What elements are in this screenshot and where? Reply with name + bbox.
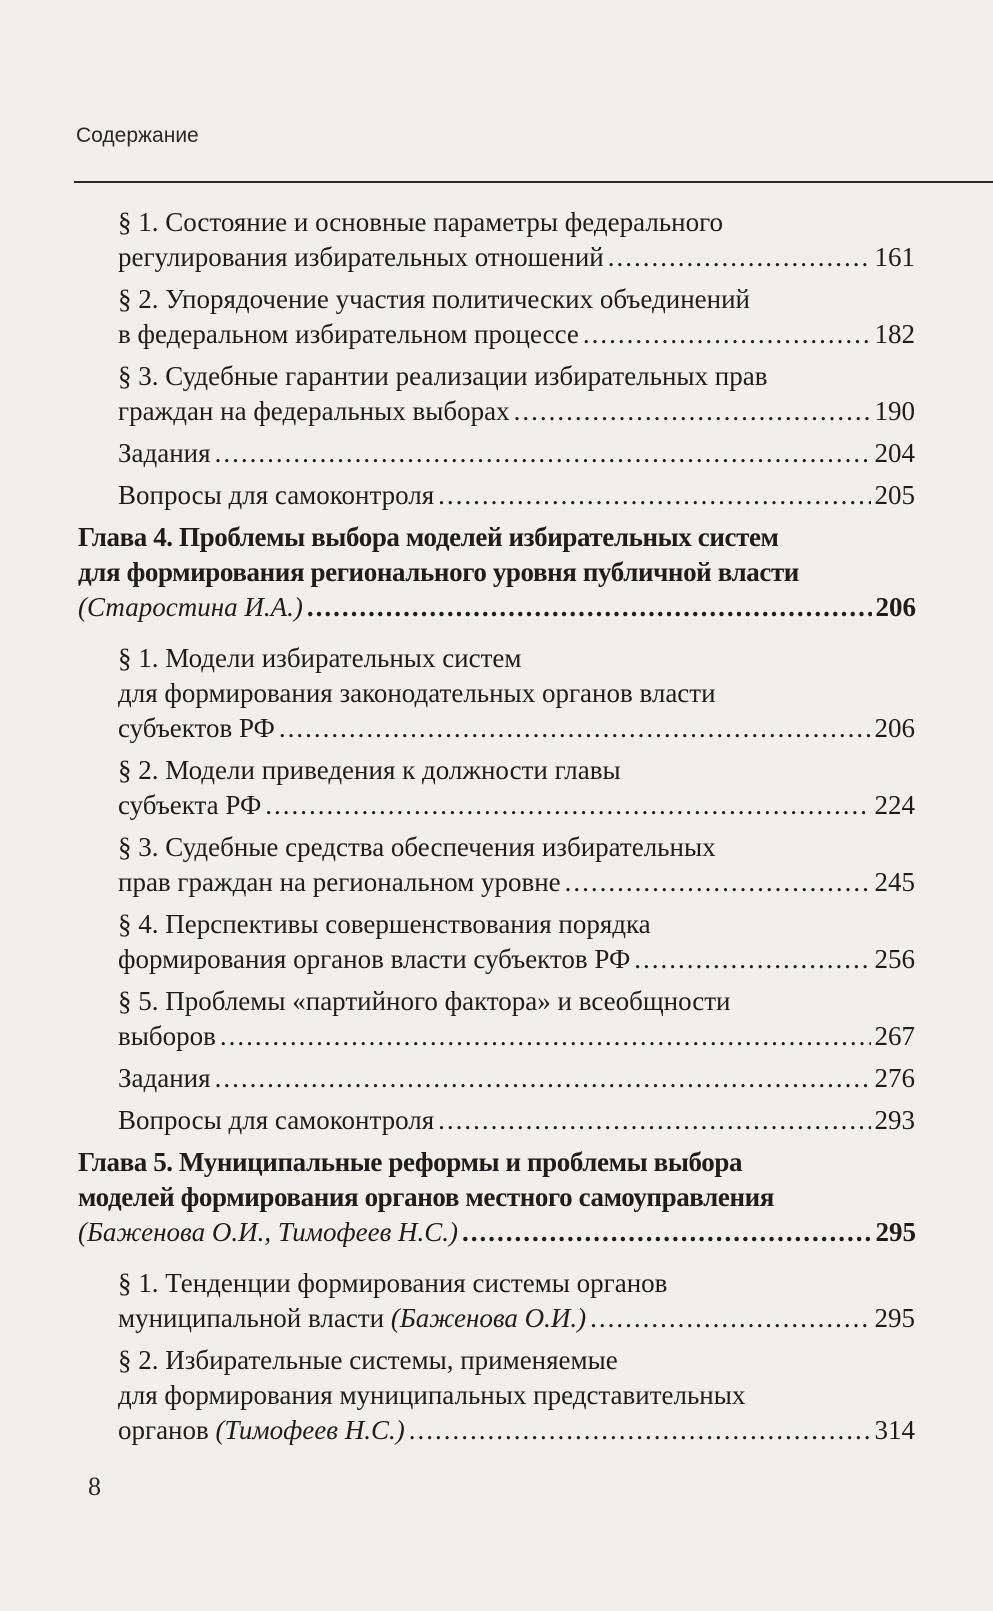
page-number: 8 <box>88 1472 101 1501</box>
dot-leader <box>215 1061 871 1096</box>
toc-entry-section-4-4[interactable] <box>118 907 915 977</box>
toc-entry-text: § 1. Модели избирательных систем <box>118 643 522 673</box>
chapter-title: моделей формирования органов местного самоуправления <box>78 1182 774 1212</box>
toc-entry-text: граждан на федеральных выборах <box>118 396 510 426</box>
toc-entry-section-5-2[interactable] <box>118 1343 915 1448</box>
dot-leader <box>590 1301 870 1336</box>
toc-entry-text: § 2. Упорядочение участия политических объединений <box>118 284 750 314</box>
toc-entry-text: § 2. Избирательные системы, применяемые <box>118 1345 618 1375</box>
dot-leader <box>409 1413 871 1448</box>
toc-entry-text: формирования органов власти субъектов РФ <box>118 944 631 974</box>
running-head: Содержание <box>76 124 199 147</box>
toc-entry-text: § 3. Судебные гарантии реализации избирательных прав <box>118 361 768 391</box>
toc-entry-section-4-2[interactable] <box>118 753 915 823</box>
chapter-title: Глава 5. Муниципальные реформы и проблемы выбора <box>78 1147 743 1177</box>
toc-entry-text: Вопросы для самоконтроля <box>118 480 435 510</box>
dot-leader <box>634 942 870 977</box>
chapter-title: Глава 4. Проблемы выбора моделей избирательных систем <box>78 522 779 552</box>
toc-entry-chapter-4[interactable] <box>78 520 916 625</box>
toc-entry-text: § 4. Перспективы совершенствования порядка <box>118 909 651 939</box>
section-author: (Баженова О.И.) <box>390 1303 587 1333</box>
header-rule <box>74 181 993 183</box>
table-of-contents <box>0 205 993 1455</box>
toc-page-number: 182 <box>874 319 915 349</box>
toc-entry-questions-ch4[interactable] <box>118 1103 915 1138</box>
toc-entry-text: прав граждан на региональном уровне <box>118 867 561 897</box>
toc-entry-section-4-1[interactable] <box>118 641 915 746</box>
toc-entry-text: органов <box>118 1415 209 1445</box>
toc-entry-questions-ch3[interactable] <box>118 478 915 513</box>
toc-entry-text: для формирования законодательных органов власти <box>118 678 716 708</box>
toc-entry-section-3-1[interactable] <box>118 205 915 275</box>
dot-leader <box>565 865 871 900</box>
toc-entry-text: § 5. Проблемы «партийного фактора» и всеобщности <box>118 986 731 1016</box>
toc-entry-chapter-5[interactable] <box>78 1145 916 1250</box>
toc-entry-text: для формирования муниципальных представительных <box>118 1380 746 1410</box>
toc-entry-text: Задания <box>118 438 211 468</box>
toc-entry-text: регулирования избирательных отношений <box>118 242 604 272</box>
dot-leader <box>265 788 870 823</box>
dot-leader <box>438 478 870 513</box>
toc-entry-text: Задания <box>118 1063 211 1093</box>
dot-leader <box>220 1019 871 1054</box>
toc-page-number: 205 <box>874 480 915 510</box>
toc-entry-text: § 2. Модели приведения к должности главы <box>118 755 621 785</box>
chapter-title: для формирования регионального уровня публичной власти <box>78 557 799 587</box>
dot-leader <box>279 711 871 746</box>
toc-entry-text: субъекта РФ <box>118 790 262 820</box>
toc-entry-text: § 1. Состояние и основные параметры федерального <box>118 207 723 237</box>
toc-page-number: 161 <box>874 242 915 272</box>
toc-entry-section-3-3[interactable] <box>118 359 915 429</box>
dot-leader <box>514 394 871 429</box>
toc-entry-text: выборов <box>118 1021 216 1051</box>
toc-entry-section-4-3[interactable] <box>118 830 915 900</box>
toc-page-number: 267 <box>874 1021 915 1051</box>
toc-page-number: 295 <box>874 1303 915 1333</box>
toc-page-number: 190 <box>874 396 915 426</box>
dot-leader <box>438 1103 870 1138</box>
toc-page-number: 295 <box>875 1217 916 1247</box>
chapter-author: (Баженова О.И., Тимофеев Н.С.) <box>78 1217 459 1247</box>
toc-entry-section-4-5[interactable] <box>118 984 915 1054</box>
toc-entry-text: Вопросы для самоконтроля <box>118 1105 435 1135</box>
toc-page-number: 276 <box>874 1063 915 1093</box>
chapter-author: (Старостина И.А.) <box>78 592 303 622</box>
dot-leader <box>215 436 871 471</box>
toc-page-number: 224 <box>874 790 915 820</box>
toc-page-number: 206 <box>875 592 916 622</box>
toc-page-number: 293 <box>874 1105 915 1135</box>
toc-entry-section-3-2[interactable] <box>118 282 915 352</box>
toc-entry-text: субъектов РФ <box>118 713 275 743</box>
toc-page-number: 314 <box>874 1415 915 1445</box>
toc-entry-tasks-ch3[interactable] <box>118 436 915 471</box>
dot-leader <box>608 240 871 275</box>
toc-entry-text: § 3. Судебные средства обеспечения избирательных <box>118 832 716 862</box>
toc-entry-section-5-1[interactable] <box>118 1266 915 1336</box>
dot-leader <box>583 317 871 352</box>
toc-page-number: 204 <box>874 438 915 468</box>
toc-entry-text: муниципальной власти <box>118 1303 385 1333</box>
dot-leader <box>462 1215 871 1250</box>
toc-entry-text: в федеральном избирательном процессе <box>118 319 579 349</box>
section-author: (Тимофеев Н.С.) <box>215 1415 405 1445</box>
toc-entry-tasks-ch4[interactable] <box>118 1061 915 1096</box>
toc-entry-text: § 1. Тенденции формирования системы органов <box>118 1268 668 1298</box>
toc-page-number: 206 <box>874 713 915 743</box>
dot-leader <box>307 590 872 625</box>
toc-page-number: 256 <box>874 944 915 974</box>
toc-page-number: 245 <box>874 867 915 897</box>
